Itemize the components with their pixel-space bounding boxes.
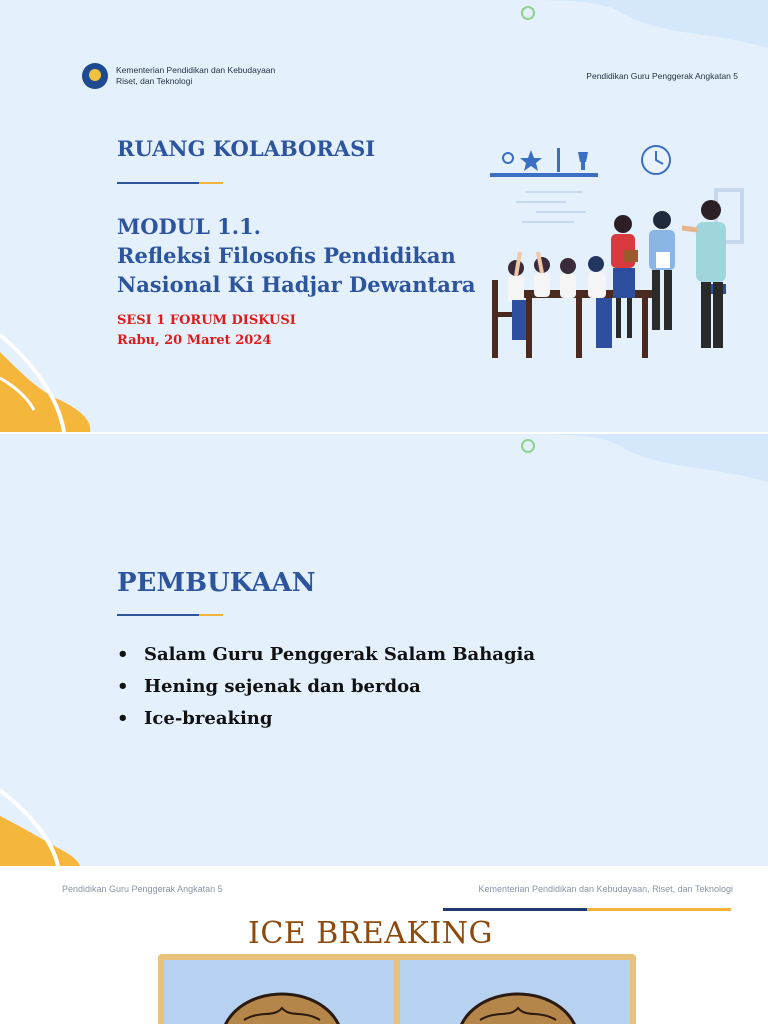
module-title-line2: Refleksi Filosofis Pendidikan: [117, 243, 456, 268]
session-name: SESI 1 FORUM DISKUSI: [117, 313, 296, 328]
list-item: [117, 639, 535, 671]
session-info: [117, 311, 296, 351]
list-item: [117, 671, 535, 703]
slide-heading: PEMBUKAAN: [117, 568, 316, 598]
ministry-header: [82, 63, 275, 89]
session-date: Rabu, 20 Maret 2024: [117, 333, 272, 348]
heading-divider: [117, 614, 223, 616]
heading-divider: [117, 182, 223, 184]
program-name: Pendidikan Guru Penggerak Angkatan 5: [586, 71, 738, 81]
wall-clock-icon: [642, 146, 670, 174]
ministry-name-line1: Kementerian Pendidikan dan Kebudayaan: [116, 65, 276, 75]
drawing-panel-left: [164, 960, 394, 1024]
ministry-name: [116, 65, 275, 87]
list-item: [117, 703, 535, 735]
slide-ice-breaking: [0, 866, 768, 1024]
ministry-name-line2: Riset, dan Teknologi: [116, 76, 193, 86]
children-drawing: [158, 954, 636, 1024]
ministry-name: Kementerian Pendidikan dan Kebudayaan, Riset, dan Teknologi: [478, 884, 733, 894]
module-title-line1: MODUL 1.1.: [117, 214, 261, 239]
slide-title: [0, 0, 768, 432]
header-divider: [443, 908, 731, 910]
classroom-illustration: [486, 140, 746, 370]
drawing-panel-right: [400, 960, 630, 1024]
slide-heading: RUANG KOLABORASI: [117, 136, 376, 161]
opening-agenda-list: [117, 639, 535, 735]
module-title: [117, 212, 476, 299]
trophy-shelf-icon: [490, 148, 598, 177]
list-item-text: Hening sejenak dan berdoa: [144, 676, 421, 697]
list-item-text: Ice-breaking: [144, 708, 273, 729]
list-item-text: Salam Guru Penggerak Salam Bahagia: [144, 644, 536, 665]
bullet-icon: •: [117, 676, 129, 697]
bullet-icon: •: [117, 708, 129, 729]
module-title-line3: Nasional Ki Hadjar Dewantara: [117, 272, 476, 297]
ministry-logo-icon: [82, 63, 108, 89]
bullet-icon: •: [117, 644, 129, 665]
program-name: Pendidikan Guru Penggerak Angkatan 5: [62, 884, 223, 894]
slide-opening: [0, 434, 768, 866]
slide-heading: ICE BREAKING: [248, 916, 493, 951]
